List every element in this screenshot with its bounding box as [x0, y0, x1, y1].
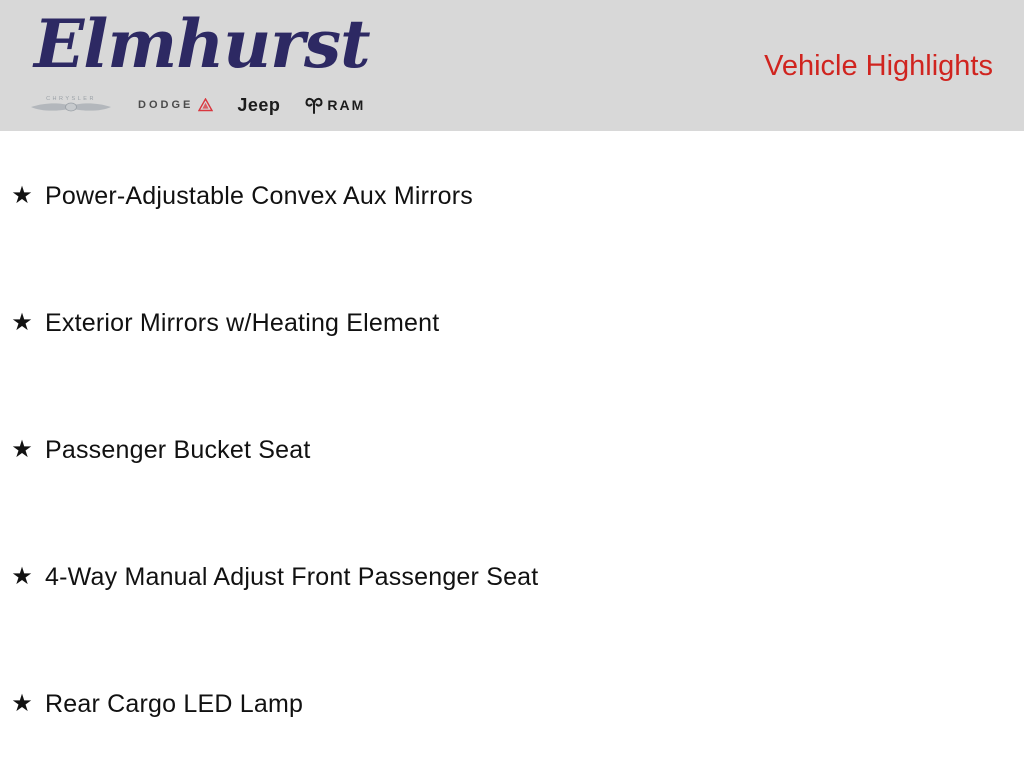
highlight-text: Rear Cargo LED Lamp — [45, 690, 304, 718]
star-bullet-icon: ★ — [11, 309, 33, 336]
highlight-item — [10, 308, 439, 338]
page-title: Vehicle Highlights — [764, 50, 993, 82]
dealer-logo-wordmark: Elmhurst — [34, 5, 370, 83]
dodge-wordmark: DODGE — [138, 99, 194, 111]
dodge-triangle-icon — [198, 98, 213, 112]
highlight-item — [10, 562, 538, 592]
jeep-wordmark: Jeep — [237, 94, 281, 115]
star-bullet-icon: ★ — [11, 436, 33, 463]
ram-head-icon — [304, 96, 324, 115]
highlights-list — [0, 131, 1024, 768]
star-bullet-icon: ★ — [11, 182, 33, 209]
chrysler-logo-icon — [28, 91, 114, 119]
header — [0, 0, 1024, 131]
highlight-text: Exterior Mirrors w/Heating Element — [45, 309, 440, 337]
dodge-logo — [138, 98, 213, 112]
chrysler-wordmark: CHRYSLER — [46, 96, 96, 102]
highlight-item — [10, 689, 303, 719]
ram-logo — [304, 96, 365, 115]
star-bullet-icon: ★ — [11, 563, 33, 590]
highlight-item — [10, 181, 473, 211]
star-bullet-icon: ★ — [11, 690, 33, 717]
brand-logos-row — [28, 90, 365, 120]
highlight-text: Passenger Bucket Seat — [45, 436, 311, 464]
ram-wordmark: RAM — [327, 97, 366, 113]
highlight-text: 4-Way Manual Adjust Front Passenger Seat — [45, 563, 539, 591]
highlight-item — [10, 435, 310, 465]
highlight-text: Power-Adjustable Convex Aux Mirrors — [45, 182, 473, 210]
